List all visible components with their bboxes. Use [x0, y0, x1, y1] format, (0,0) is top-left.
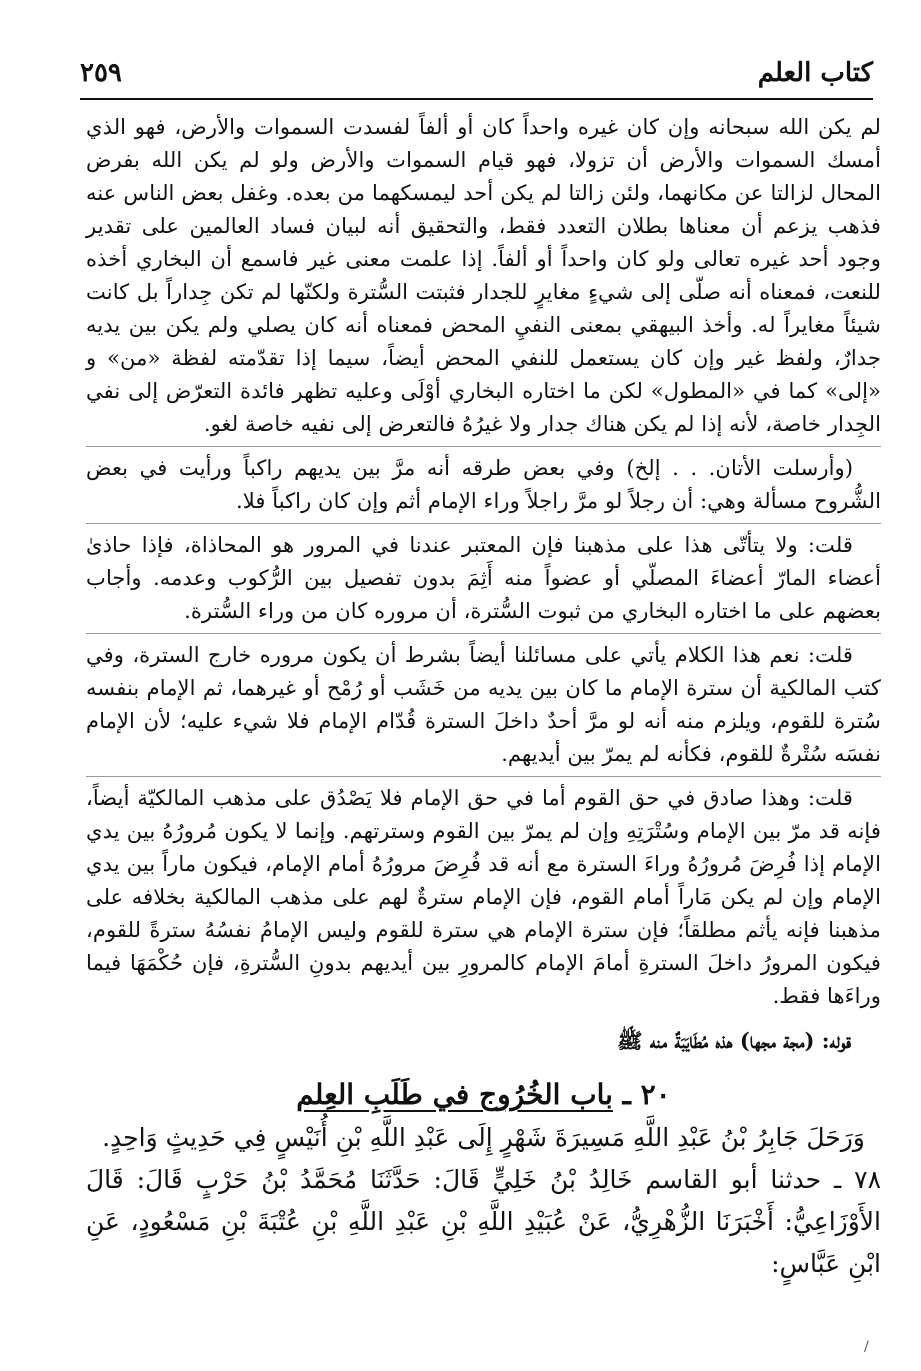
quote-line: قوله: (مجة مجها) هذه مُطَايَبَةٌ منه ﷺ: [617, 1028, 851, 1053]
header-rule: [80, 98, 873, 100]
page-header: [80, 58, 873, 98]
page-body: [86, 110, 881, 1351]
hadith-text: ٧٨ ـ حدثنا أبو القاسم خَالِدُ بْنُ خَلِيٍّ قَالَ: حَدَّثَنَا مُحَمَّدُ بْنُ حَرْبٍ قَالَ: قَالَ الأَوْزَاعِيُّ: أَخْبَرَنَا الزُّهْرِيُّ، عَنْ عُبَيْدِ اللَّهِ بْنِ عَبْدِ اللَّهِ بْنِ عُتْبَةَ بْنِ مَسْعُودٍ، عَنِ ابْنِ عَبَّاسٍ:: [86, 1165, 881, 1278]
paragraph-divider: [86, 776, 881, 777]
hadith-intro: وَرَحَلَ جَابِرُ بْنُ عَبْدِ اللَّهِ مَسِيرَةَ شَهْرٍ إِلَى عَبْدِ اللَّهِ بْنِ أُنَيْسٍ فِي حَدِيثٍ وَاحِدٍ.: [102, 1123, 865, 1152]
chapter-number: ٢٠: [640, 1078, 671, 1111]
paragraph-divider: [86, 523, 881, 524]
chapter-heading: ٢٠ ـ باب الخُرُوج في طَلَبِ العِلم: [296, 1078, 671, 1111]
paragraph: لم يكن الله سبحانه وإن كان غيره واحداً كان أو ألفاً لفسدت السموات والأرض، فهو الذي أمسك السموات والأرض أن تزولا، فهو قيام السموات والأرض ولو لم يكن الله بفرض المحال لزالتا عن مكانهما، ولئن زالتا لم يكن أحد ليمسكهما من بعده. وغفل بعض الناس عنه فذهب يزعم أن معناها بطلان التعدد فقط، والتحقيق أنه لبيان فساد العالمين على تقدير وجود أحد غيره تعالى ولو كان واحداً أو ألفاً. إذا علمت معنى غير فاسمع أن البخاري أخذه للنعت، فمعناه أنه صلّى إلى شيءٍ مغايرٍ للجدار فثبتت السُّترة ولكنّها لم تكن جِداراً بل كانت شيئاً مغايراً له. وأخذ البيهقي بمعنى النفيِ المحض فمعناه أنه كان يصلي ولم يكن بين يديه جدارٌ، ولفظ غير وإن كان يستعمل للنفي المحض أيضاً، سيما إذا تقدّمته لفظة «من» و «إلى» كما في «المطول» لكن ما اختاره البخاري أوْلَى وعليه تظهر فائدة التعرّض إلى نفي الجِدار خاصة، لأنه إذا لم يكن هناك جدار ولا غيرُهُ فالتعرض إلى نفيه خاصة لغو.: [86, 114, 881, 436]
paragraph: (وأرسلت الأتان. . . إلخ) وفي بعض طرقه أنه مرَّ بين يديهم راكباً ورأيت في بعض الشُّروح مسألة وهي: أن رجلاً لو مرَّ راجلاً وراء الإمام أثم وإن كان راكباً فلا.: [86, 455, 881, 513]
paragraph: قلت: نعم هذا الكلام يأتي على مسائلنا أيضاً بشرط أن يكون مروره خارج السترة، وفي كتب المالكية أن سترة الإمام ما كان بين يديه من خَشَب أو رُمْح أو غيرهما، ثم الإمام بنفسه سُترة للقوم، ويلزم منه أنه لو مرَّ أحدٌ داخلَ السترة قُدّام الإمام فلا شيء عليه؛ لأن الإمام نفسَه سُتْرةٌ للقوم، فكأنه لم يمرّ بين أيديهم.: [86, 642, 881, 766]
paragraph: قلت: وهذا صادق في حق القوم أما في حق الإمام فلا يَصْدُق على مذهب المالكيّة أيضاً، فإنه قد مرّ بين الإمام وسُتْرَتِهِ وإن لم يمرّ بين القوم وسترتهم. وإنما لا يكون مُرورُهُ بين يدي الإمام إذا فُرِضَ مُرورُهُ وراءَ السترة مع أنه قد فُرِضَ مرورُهُ أمام الإمام، فيكون ماراً بين يدي الإمام وإن لم يكن مَاراً أمام القوم، فإن الإمام سترةٌ لهم على مذهب المالكية بخلافه على مذهبنا فإنه يأثم مطلقاً؛ فإن سترة الإمام هي سترة للقوم وليس الإمامُ نفسُهُ سترةً للقوم، فيكون المرورُ داخلَ السترةِ أمامَ الإمام كالمرورِ بين أيديهم بدونِ السُّترةِ، فإن حُكْمَهَا فيما وراءَها فقط.: [86, 785, 881, 1008]
corner-mark: /: [864, 1339, 869, 1355]
page-number: ٢٥٩: [80, 58, 122, 88]
running-title: كتاب العلم: [757, 58, 873, 88]
paragraph-divider: [86, 633, 881, 634]
paragraph: قلت: ولا يتأتّى هذا على مذهبنا فإن المعتبر عندنا في المرور هو المحاذاة، فإذا حاذىٰ أعضاء المارّ أعضاءَ المصلّي أو عضواً منه أَثِمَ بدون تفصيل بين الرُّكوب وعدمه. وأجاب بعضهم على ما اختاره البخاري من ثبوت السُّترة، أن مروره كان من وراء السُّترة.: [86, 532, 881, 623]
chapter-title: باب الخُرُوج في طَلَبِ العِلم: [296, 1078, 613, 1111]
paragraph-divider: [86, 446, 881, 447]
